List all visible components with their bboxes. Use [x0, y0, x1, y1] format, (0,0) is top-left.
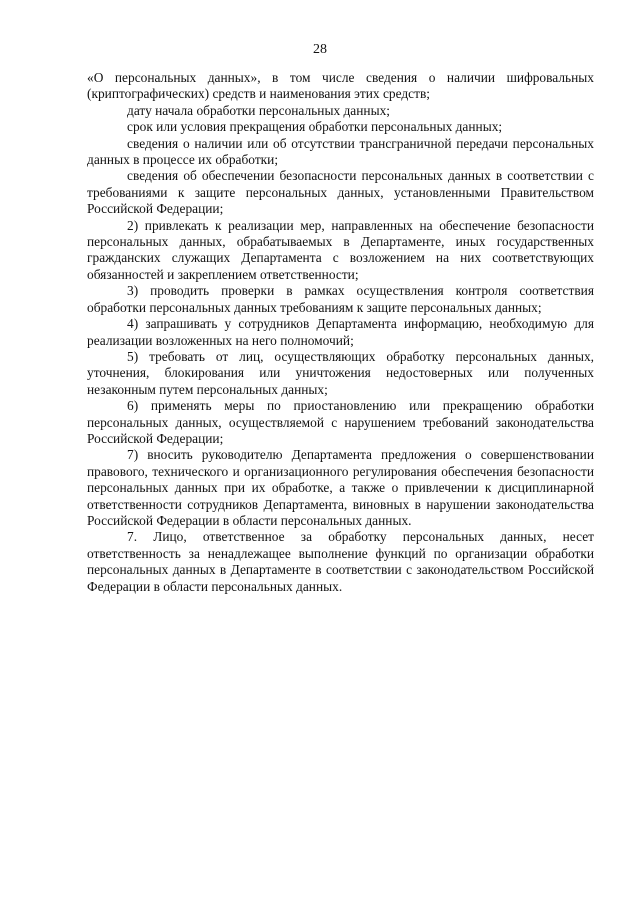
paragraph-item-3: 3) проводить проверки в рамках осуществления контроля соответствия обработки персональных данных требованиям к защите персональных данных; [87, 283, 594, 315]
document-body [87, 70, 594, 595]
paragraph-continuation: «О персональных данных», в том числе сведения о наличии шифровальных (криптографических) средств и наименования этих средств; [87, 70, 594, 102]
paragraph-item-7: 7) вносить руководителю Департамента предложения о совершенствовании правового, технического и организационного регулирования обеспечения безопасности персональных данных при их обработке, а также о привлечении к дисциплинарной ответственности сотрудников Департамента, виновных в нарушении законодательства Российской Федерации в области персональных данных. [87, 447, 594, 528]
page-number: 28 [313, 42, 327, 57]
paragraph-item-5: 5) требовать от лиц, осуществляющих обработку персональных данных, уточнения, блокирования или уничтожения недостоверных или полученных незаконным путем персональных данных; [87, 348, 594, 397]
paragraph-processing-termination: срок или условия прекращения обработки персональных данных; [127, 119, 503, 135]
paragraph-processing-start-date: дату начала обработки персональных данных; [127, 102, 390, 118]
paragraph-security-measures: сведения об обеспечении безопасности персональных данных в соответствии с требованиями к защите персональных данных, установленными Правительством Российской Федерации; [87, 168, 594, 217]
paragraph-item-2: 2) привлекать к реализации мер, направленных на обеспечение безопасности персональных данных, обрабатываемых в Департаменте, иных государственных гражданских служащих Департамента с возложением на них соответствующих обязанностей и закреплением ответственности; [87, 217, 594, 282]
paragraph-item-4: 4) запрашивать у сотрудников Департамента информацию, необходимую для реализации возложенных на него полномочий; [87, 316, 594, 348]
paragraph-cross-border-transfer: сведения о наличии или об отсутствии трансграничной передачи персональных данных в процессе их обработки; [87, 135, 594, 168]
paragraph-section-7: 7. Лицо, ответственное за обработку персональных данных, несет ответственность за ненадлежащее выполнение функций по организации обработки персональных данных в Департаменте в соответствии с законодательством Российской Федерации в области персональных данных. [87, 529, 594, 594]
paragraph-item-6: 6) применять меры по приостановлению или прекращению обработки персональных данных, осуществляемой с нарушением требований законодательства Российской Федерации; [87, 398, 594, 446]
